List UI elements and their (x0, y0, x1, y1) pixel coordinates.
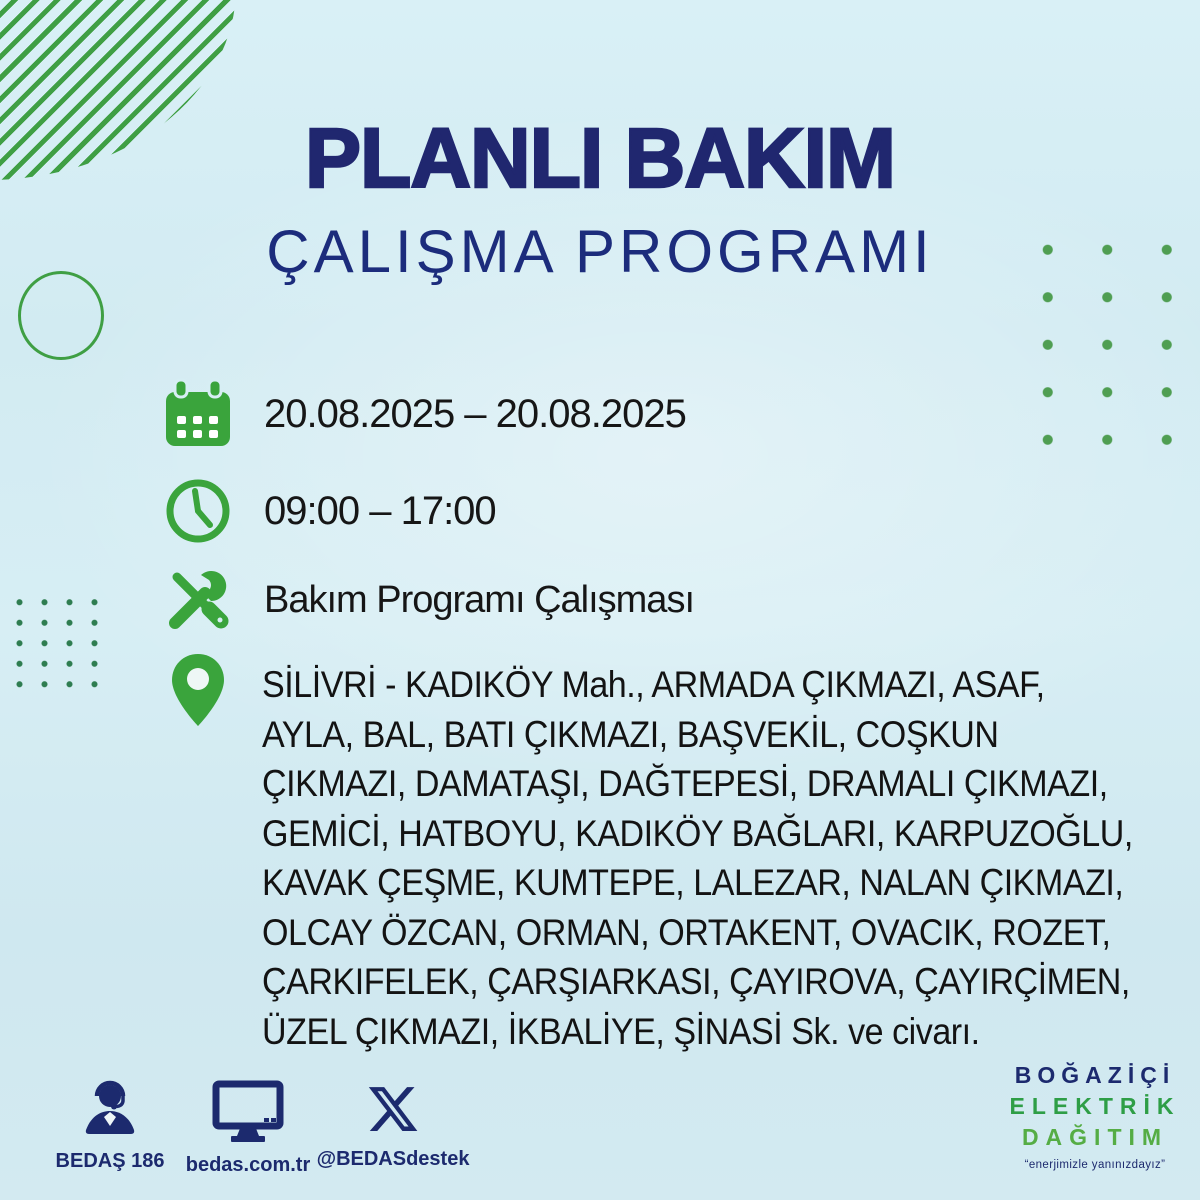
location-text-line: ÇARKIFELEK, ÇARŞIARKASI, ÇAYIROVA, ÇAYIRÇİMEN, (262, 961, 1130, 1002)
page-title: PLANLI BAKIM (305, 111, 895, 205)
location-pin-icon (160, 650, 236, 756)
website-label: bedas.com.tr (185, 1154, 311, 1176)
location-text-line: AYLA, BAL, BATI ÇIKMAZI, BAŞVEKİL, COŞKUN (262, 713, 999, 755)
logo-tagline: “enerjimizle yanınızdayız” (1024, 1159, 1166, 1172)
dots-grid-left-decoration (7, 592, 107, 695)
location-text-line: ÜZEL ÇIKMAZI, İKBALİYE, ŞİNASİ Sk. ve civarı. (262, 1010, 980, 1052)
logo-line-elektrik: ELEKTRİK (1009, 1093, 1181, 1120)
time-row (160, 478, 496, 544)
location-row (160, 650, 1200, 1056)
location-text-line: ÇIKMAZI, DAMATAŞI, DAĞTEPESİ, DRAMALI ÇIKMAZI, (262, 763, 1108, 804)
page-subtitle: ÇALIŞMA PROGRAMI (266, 218, 934, 285)
location-text-line: SİLİVRİ - KADIKÖY Mah., ARMADA ÇIKMAZI, ASAF, (262, 664, 1045, 705)
support-agent-icon (79, 1078, 141, 1138)
date-row (160, 376, 686, 452)
work-type-value: Bakım Programı Çalışması (264, 578, 694, 621)
date-range-value: 20.08.2025 – 20.08.2025 (264, 391, 686, 436)
social-label: @BEDASdestek (316, 1148, 470, 1170)
location-text-line: KAVAK ÇEŞME, KUMTEPE, LALEZAR, NALAN ÇIKMAZI, (262, 862, 1124, 903)
hotline-label: BEDAŞ 186 (55, 1150, 165, 1172)
location-text (262, 660, 1200, 1056)
calendar-icon (160, 376, 236, 452)
time-range-value: 09:00 – 17:00 (264, 488, 496, 533)
header (0, 111, 1200, 285)
monitor-icon (211, 1080, 285, 1142)
location-text-line: GEMİCİ, HATBOYU, KADIKÖY BAĞLARI, KARPUZOĞLU, (262, 812, 1133, 854)
x-logo-icon (366, 1082, 420, 1136)
location-text-line: OLCAY ÖZCAN, ORMAN, ORTAKENT, OVACIK, ROZET, (262, 911, 1111, 953)
tools-icon (160, 563, 236, 637)
company-logo (1000, 1060, 1190, 1171)
footer-hotline (40, 1078, 180, 1173)
circle-outline-decoration (18, 271, 104, 360)
clock-icon (160, 478, 236, 544)
logo-line-bogazici: BOĞAZİÇİ (1014, 1062, 1176, 1088)
footer-website (178, 1080, 318, 1177)
logo-line-dagitim: DAĞITIM (1021, 1124, 1169, 1151)
work-type-row (160, 563, 694, 637)
footer-social (318, 1082, 468, 1171)
